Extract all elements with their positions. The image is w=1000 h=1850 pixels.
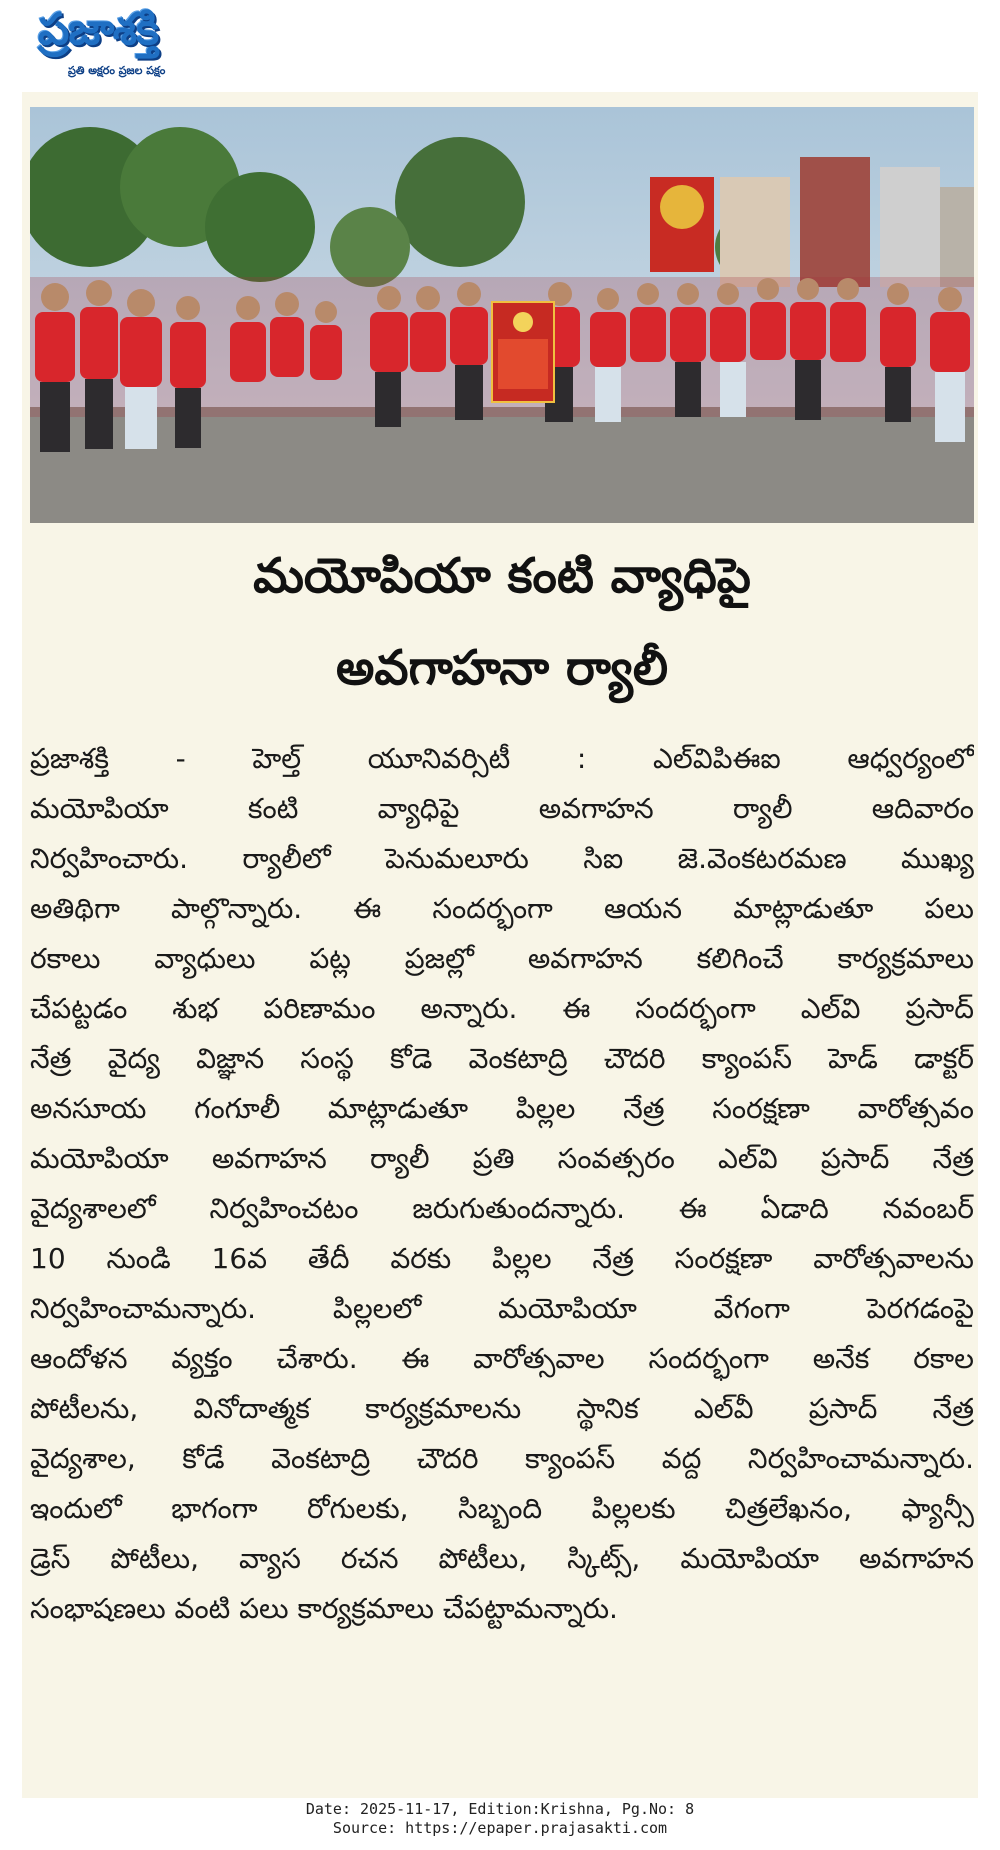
article-line: ఆందోళన వ్యక్తం చేశారు. ఈ వారోత్సవాల సందర్భంగా అనేక రకాల	[30, 1342, 974, 1375]
logo-text: ప్రజాశక్తి	[38, 4, 159, 55]
article-line: నిర్వహించారు. ర్యాలీలో పెనుమలూరు సిఐ జె.వెంకటరమణ ముఖ్య	[30, 842, 974, 875]
article-headline-line1: మయోపియా కంటి వ్యాధిపై	[253, 548, 751, 604]
rally-banner	[492, 302, 554, 402]
footer-date-edition: Date: 2025-11-17, Edition:Krishna, Pg.No: 8	[305, 1800, 695, 1818]
article-line: రకాలు వ్యాధులు పట్ల ప్రజల్లో అవగాహన కలిగించే కార్యక్రమాలు	[30, 942, 974, 975]
article-line: మయోపియా అవగాహన ర్యాలీ ప్రతి సంవత్సరం ఎల్‌వి ప్రసాద్ నేత్ర	[30, 1142, 974, 1175]
article-line: వైద్యశాలలో నిర్వహించటం జరుగుతుందన్నారు. ఈ ఏడాది నవంబర్	[30, 1192, 974, 1225]
article-line: సంభాషణలు వంటి పలు కార్యక్రమాలు చేపట్టామన్నారు.	[30, 1592, 618, 1625]
article-line: నేత్ర వైద్య విజ్ఞాన సంస్థ కోడె వెంకటాద్రి చౌదరి క్యాంపస్ హెడ్ డాక్టర్	[30, 1042, 974, 1075]
article-line: చేపట్టడం శుభ పరిణామం అన్నారు. ఈ సందర్భంగా ఎల్‌వి ప్రసాద్	[30, 992, 974, 1025]
article-line: అతిథిగా పాల్గొన్నారు. ఈ సందర్భంగా ఆయన మాట్లాడుతూ పలు	[30, 892, 974, 925]
article-line: పోటీలను, వినోదాత్మక కార్యక్రమాలను స్థానిక ఎల్‌వీ ప్రసాద్ నేత్ర	[30, 1392, 974, 1425]
article-line: నిర్వహించామన్నారు. పిల్లలలో మయోపియా వేగంగా పెరగడంపై	[30, 1292, 974, 1325]
article-line: వైద్యశాల, కోడే వెంకటాద్రి చౌదరి క్యాంపస్ వద్ద నిర్వహించామన్నారు.	[30, 1442, 974, 1475]
article-body	[30, 734, 974, 1634]
article-line: మయోపియా కంటి వ్యాధిపై అవగాహన ర్యాలీ ఆదివారం	[30, 792, 974, 825]
footer-source-link[interactable]: Source: https://epaper.prajasakti.com	[332, 1819, 668, 1837]
article-line: అనసూయ గంగూలీ మాట్లాడుతూ పిల్లల నేత్ర సంరక్షణా వారోత్సవం	[30, 1092, 974, 1125]
logo-tagline: ప్రతి అక్షరం ప్రజల పక్షం	[68, 64, 166, 77]
article-headline-line2: అవగాహనా ర్యాలీ	[335, 640, 669, 696]
page-footer	[0, 1800, 1000, 1838]
article-line: డ్రెస్ పోటీలు, వ్యాస రచన పోటీలు, స్కిట్స్, మయోపియా అవగాహన	[30, 1542, 974, 1575]
article-line: ఇందులో భాగంగా రోగులకు, సిబ్బంది పిల్లలకు చిత్రలేఖనం, ఫ్యాన్సీ	[30, 1492, 974, 1525]
masthead	[0, 0, 1000, 90]
rally-photo	[30, 107, 974, 523]
prajasakti-logo[interactable]	[38, 4, 290, 82]
article-line: 10 నుండి 16వ తేదీ వరకు పిల్లల నేత్ర సంరక్షణా వారోత్సవాలను	[30, 1242, 974, 1275]
article-line: ప్రజాశక్తి - హెల్త్ యూనివర్సిటీ : ఎల్‌విపిఈఐ ఆధ్వర్యంలో	[30, 742, 974, 775]
rally-photo-illustration	[30, 107, 974, 523]
